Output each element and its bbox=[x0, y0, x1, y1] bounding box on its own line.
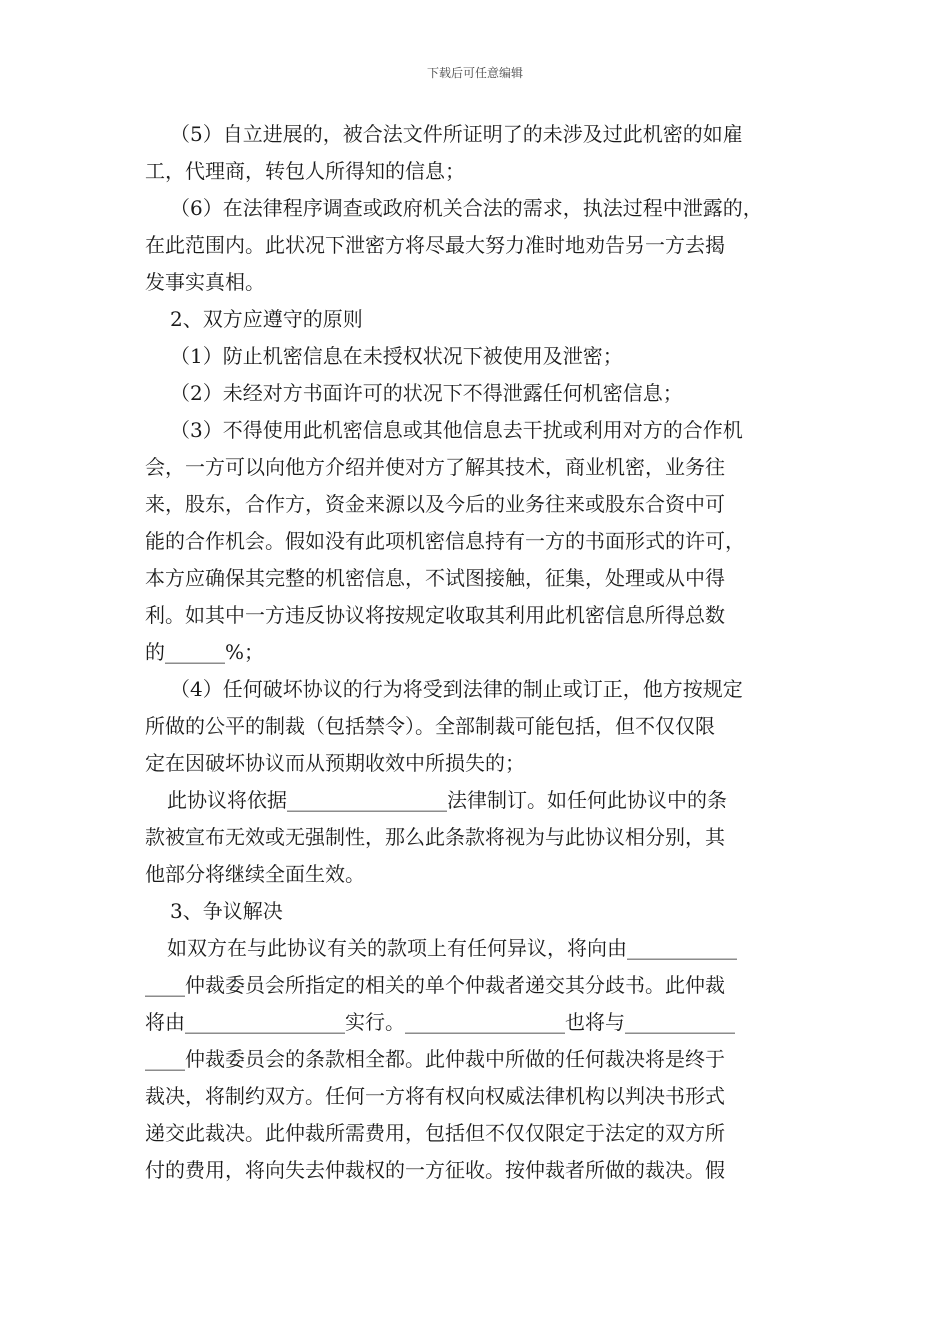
text-line: ____仲裁委员会的条款相全都。此仲裁中所做的任何裁决将是终于 bbox=[145, 1047, 725, 1071]
text-line: 递交此裁决。此仲裁所需费用，包括但不仅仅限定于法定的双方所 bbox=[145, 1121, 725, 1145]
text-line: 本方应确保其完整的机密信息，不试图接触，征集，处理或从中得 bbox=[145, 566, 725, 590]
document-body bbox=[145, 116, 810, 1189]
text-line: 在此范围内。此状况下泄密方将尽最大努力准时地劝告另一方去揭 bbox=[145, 233, 725, 257]
text-line: 发事实真相。 bbox=[145, 270, 265, 294]
text-line: 的______%； bbox=[145, 640, 265, 664]
text-line: （1）防止机密信息在未授权状况下被使用及泄密； bbox=[170, 344, 623, 368]
text-line: 款被宣布无效或无强制性，那么此条款将视为与此协议相分别，其 bbox=[145, 825, 725, 849]
page-header: 下载后可任意编辑 bbox=[426, 66, 523, 80]
text-line: 他部分将继续全面生效。 bbox=[145, 862, 365, 886]
text-line: 所做的公平的制裁（包括禁令）。全部制裁可能包括，但不仅仅限 bbox=[145, 714, 715, 738]
text-line: 定在因破坏协议而从预期收效中所损失的； bbox=[145, 751, 525, 775]
text-line: 付的费用，将向失去仲裁权的一方征收。按仲裁者所做的裁决。假 bbox=[145, 1158, 725, 1182]
text-line: 此协议将依据________________法律制订。如任何此协议中的条 bbox=[167, 788, 727, 812]
text-line: （6）在法律程序调查或政府机关合法的需求，执法过程中泄露的， bbox=[170, 196, 763, 220]
text-line: （4）任何破坏协议的行为将受到法律的制止或订正，他方按规定 bbox=[170, 677, 743, 701]
text-line: （5）自立进展的，被合法文件所证明了的未涉及过此机密的如雇 bbox=[170, 122, 743, 146]
text-line: 裁决，将制约双方。任何一方将有权向权威法律机构以判决书形式 bbox=[145, 1084, 725, 1108]
text-line: ____仲裁委员会所指定的相关的单个仲裁者递交其分歧书。此仲裁 bbox=[145, 973, 725, 997]
text-line: 利。如其中一方违反协议将按规定收取其利用此机密信息所得总数 bbox=[145, 603, 725, 627]
text-line: （3）不得使用此机密信息或其他信息去干扰或利用对方的合作机 bbox=[170, 418, 743, 442]
text-line: 能的合作机会。假如没有此项机密信息持有一方的书面形式的许可， bbox=[145, 529, 745, 553]
text-line: 来，股东，合作方，资金来源以及今后的业务往来或股东合资中可 bbox=[145, 492, 725, 516]
section-heading: 2、双方应遵守的原则 bbox=[170, 307, 363, 331]
text-line: 如双方在与此协议有关的款项上有任何异议，将向由___________ bbox=[167, 936, 737, 960]
text-line: （2）未经对方书面许可的状况下不得泄露任何机密信息； bbox=[170, 381, 683, 405]
section-heading: 3、争议解决 bbox=[170, 899, 283, 923]
text-line: 将由________________实行。________________也将与___________ bbox=[145, 1010, 735, 1034]
text-line: 会，一方可以向他方介绍并使对方了解其技术，商业机密，业务往 bbox=[145, 455, 725, 479]
text-line: 工，代理商，转包人所得知的信息； bbox=[145, 159, 465, 183]
